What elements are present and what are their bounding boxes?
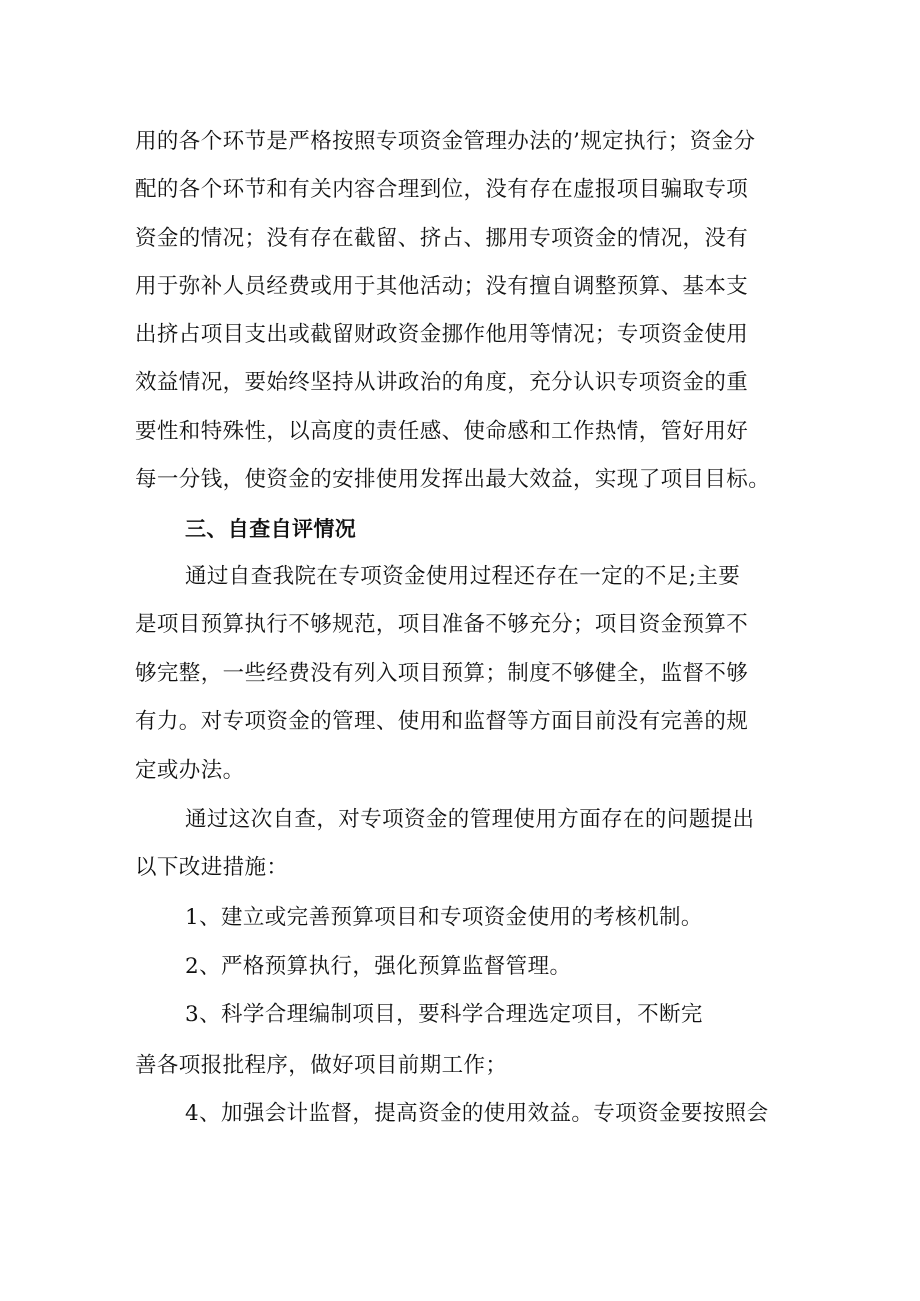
paragraph-line: 用的各个环节是严格按照专项资金管理办法的’规定执行；资金分 <box>135 129 756 154</box>
paragraph-line: 以下改进措施： <box>135 855 289 880</box>
paragraph-line: 够完整，一些经费没有列入项目预算；制度不够健全，监督不够 <box>135 661 749 686</box>
paragraph-line: 效益情况，要始终坚持从讲政治的角度，充分认识专项资金的重 <box>135 370 749 395</box>
measure-item: 3、科学合理编制项目，要科学合理选定项目，不断完 <box>185 1002 703 1027</box>
measure-item: 1、建立或完善预算项目和专项资金使用的考核机制。 <box>185 905 703 930</box>
measure-item: 4、加强会计监督，提高资金的使用效益。专项资金要按照会 <box>185 1101 769 1126</box>
paragraph-line: 用于弥补人员经费或用于其他活动；没有擅自调整预算、基本支 <box>135 274 749 299</box>
measure-item: 2、严格预算执行，强化预算监督管理。 <box>185 954 572 979</box>
section-heading: 三、自查自评情况 <box>185 517 357 541</box>
paragraph-line: 出挤占项目支出或截留财政资金挪作他用等情况；专项资金使用 <box>135 322 749 347</box>
paragraph-line: 有力。对专项资金的管理、使用和监督等方面目前没有完善的规 <box>135 709 749 734</box>
paragraph-line: 通过这次自查，对专项资金的管理使用方面存在的问题提出 <box>185 807 755 832</box>
paragraph-line: 要性和特殊性，以高度的责任感、使命感和工作热情，管好用好 <box>135 419 749 444</box>
paragraph-line: 资金的情况；没有存在截留、挤占、挪用专项资金的情况，没有 <box>135 226 749 251</box>
paragraph-line: 配的各个环节和有关内容合理到位，没有存在虚报项目骗取专项 <box>135 177 749 202</box>
measure-item-continuation: 善各项报批程序，做好项目前期工作； <box>135 1053 508 1078</box>
paragraph-line: 是项目预算执行不够规范，项目准备不够充分；项目资金预算不 <box>135 612 749 637</box>
paragraph-line: 通过自查我院在专项资金使用过程还存在一定的不足;主要 <box>185 564 741 589</box>
paragraph-line: 定或办法。 <box>135 758 245 783</box>
paragraph-line: 每一分钱，使资金的安排使用发挥出最大效益，实现了项目目标。 <box>135 467 771 492</box>
